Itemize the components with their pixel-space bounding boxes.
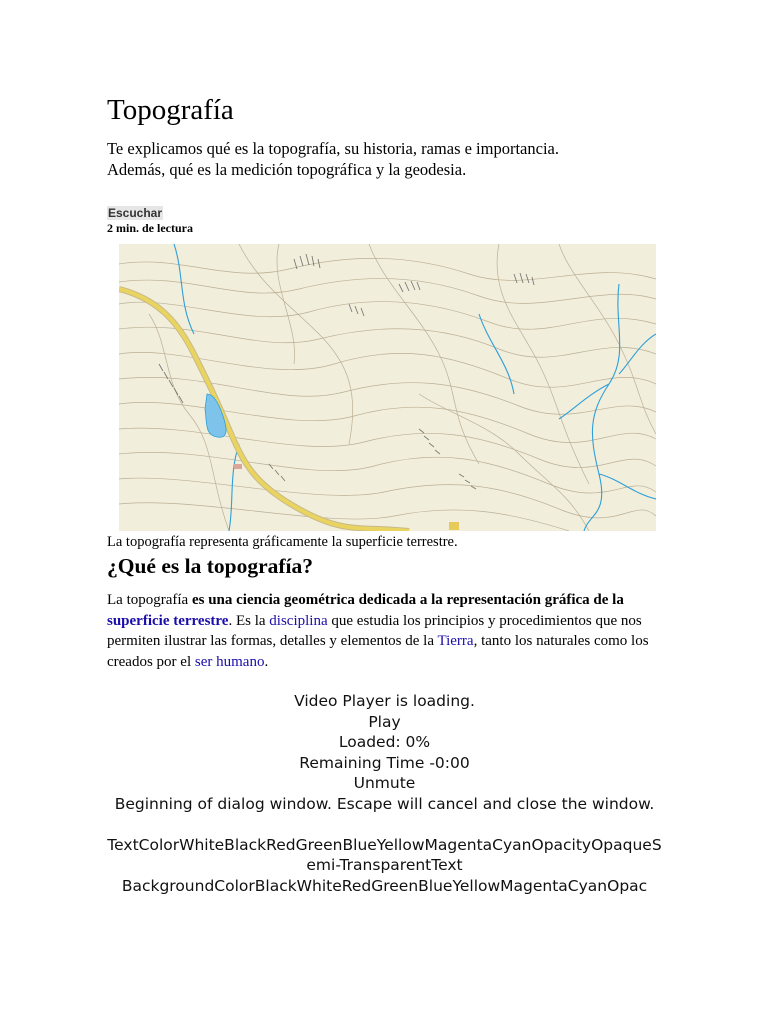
- page-title: Topografía: [107, 94, 234, 126]
- intro-paragraph: [107, 138, 667, 180]
- figure-caption: La topografía representa gráficamente la superficie terrestre.: [107, 534, 458, 550]
- link-superficie-terrestre[interactable]: superficie terrestre: [107, 612, 229, 629]
- topographic-map-image: [119, 244, 656, 531]
- unmute-button[interactable]: Unmute: [353, 774, 416, 793]
- player-loading-text: Video Player is loading.: [294, 692, 475, 710]
- section-paragraph: [107, 590, 663, 672]
- play-button[interactable]: Play: [368, 712, 401, 731]
- section-heading: ¿Qué es la topografía?: [107, 554, 314, 578]
- spacer: [107, 815, 662, 835]
- loaded-progress: Loaded: 0%: [338, 733, 431, 752]
- background-settings-options[interactable]: BackgroundColorBlackWhiteRedGreenBlueYellowMagentaCyanOpac: [121, 876, 648, 895]
- paragraph-text: que estudia los principios y procedimientos que nos permiten ilustrar las formas, detalles y elementos de la: [107, 612, 642, 649]
- intro-line-2: Además, qué es la medición topográfica y la geodesia.: [107, 160, 467, 179]
- intro-line-1: Te explicamos qué es la topografía, su historia, ramas e importancia.: [107, 139, 559, 158]
- remaining-time: Remaining Time -0:00: [299, 753, 470, 772]
- topographic-map: [119, 244, 656, 531]
- paragraph-bold-text: es una ciencia geométrica dedicada a la representación gráfica de la: [191, 592, 624, 608]
- link-tierra[interactable]: Tierra: [437, 633, 474, 649]
- reading-time: 2 min. de lectura: [107, 221, 193, 235]
- paragraph-text: La topografía: [107, 592, 192, 608]
- paragraph-text: . Es la: [228, 612, 270, 629]
- text-settings-options[interactable]: TextColorWhiteBlackRedGreenBlueYellowMagentaCyanOpacityOpaqueSemi-TransparentText: [107, 835, 662, 875]
- dialog-start-text: Beginning of dialog window. Escape will cancel and close the window.: [114, 794, 655, 813]
- link-disciplina[interactable]: disciplina: [269, 612, 328, 629]
- listen-button[interactable]: Escuchar: [108, 206, 163, 220]
- video-player: [107, 691, 662, 896]
- paragraph-text: , tanto los naturales como los creados por el: [107, 633, 649, 670]
- link-ser-humano[interactable]: ser humano: [194, 653, 265, 670]
- paragraph-text: .: [264, 653, 269, 670]
